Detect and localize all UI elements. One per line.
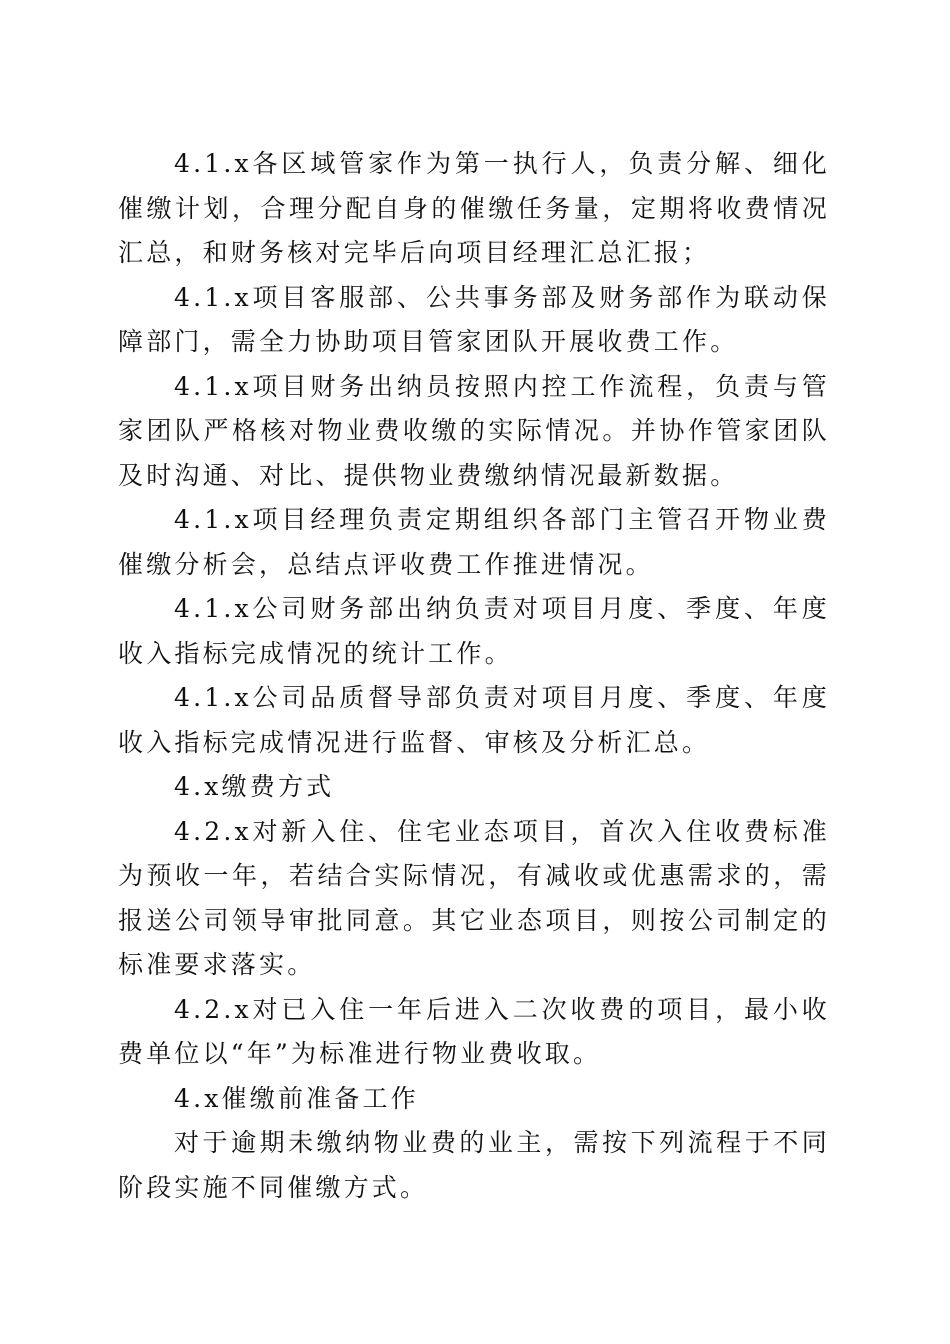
- section-heading-preparation: 4.x催缴前准备工作: [174, 1083, 419, 1113]
- paragraph-4-1-support-departments: 4.1.x项目客服部、公共事务部及财务部作为联动保障部门，需全力协助项目管家团队开展收费工作。: [118, 282, 830, 356]
- paragraph-4-2-second-charge: 4.2.x对已入住一年后进入二次收费的项目，最小收费单位以“年”为标准进行物业费收取。: [118, 994, 830, 1068]
- paragraph-4-2-new-residents: 4.2.x对新入住、住宅业态项目，首次入住收费标准为预收一年，若结合实际情况，有减收或优惠需求的，需报送公司领导审批同意。其它业态项目，则按公司制定的标准要求落实。: [118, 816, 830, 979]
- paragraph-4-1-cashier: 4.1.x项目财务出纳员按照内控工作流程，负责与管家团队严格核对物业费收缴的实际情况。并协作管家团队及时沟通、对比、提供物业费缴纳情况最新数据。: [118, 371, 830, 490]
- section-heading-payment-method: 4.x缴费方式: [174, 772, 335, 801]
- paragraph-4-1-area-butler: 4.1.x各区域管家作为第一执行人，负责分解、细化催缴计划，合理分配自身的催缴任务量，定期将收费情况汇总，和财务核对完毕后向项目经理汇总汇报；: [118, 149, 830, 267]
- paragraph-overdue-owners: 对于逾期未缴纳物业费的业主，需按下列流程于不同阶段实施不同催缴方式。: [118, 1128, 830, 1202]
- document-body: [118, 142, 830, 1210]
- paragraph-4-1-quality-department: 4.1.x公司品质督导部负责对项目月度、季度、年度收入指标完成情况进行监督、审核及分析汇总。: [118, 683, 830, 757]
- paragraph-4-1-project-manager: 4.1.x项目经理负责定期组织各部门主管召开物业费催缴分析会，总结点评收费工作推进情况。: [118, 505, 830, 579]
- paragraph-4-1-finance-department: 4.1.x公司财务部出纳负责对项目月度、季度、年度收入指标完成情况的统计工作。: [118, 594, 830, 668]
